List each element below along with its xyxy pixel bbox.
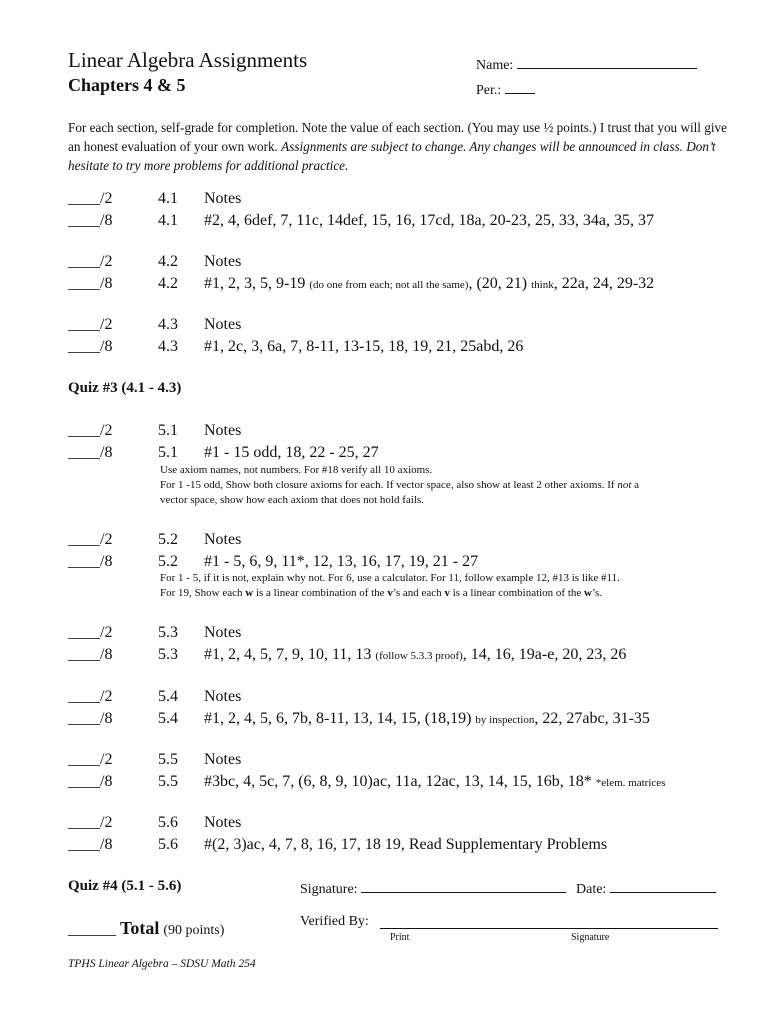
section-5-1-notes-row [0, 421, 770, 441]
score-blank[interactable]: ____/2 [68, 624, 113, 641]
section-number: 5.2 [158, 531, 178, 548]
section-number: 5.1 [158, 422, 178, 439]
homework-problems [204, 443, 379, 463]
section-4-2-notes-row [0, 252, 770, 272]
homework-problems [204, 274, 654, 295]
homework-problems [204, 709, 650, 730]
instructions-paragraph [68, 118, 728, 175]
homework-problems [204, 835, 607, 855]
total-label: Total [120, 918, 160, 938]
name-label: Name: [476, 58, 514, 73]
quiz-3-heading: Quiz #3 (4.1 - 4.3) [68, 380, 182, 396]
section-number: 4.3 [158, 316, 178, 333]
section-number: 5.3 [158, 646, 178, 663]
date-row[interactable] [576, 878, 716, 898]
quiz-4-heading: Quiz #4 (5.1 - 5.6) [68, 878, 182, 894]
problem-annotation: (follow 5.3.3 proof) [375, 650, 463, 662]
score-blank[interactable]: ____/8 [68, 212, 113, 229]
section-5-5-hw-row [0, 772, 770, 792]
section-4-1-hw-row [0, 211, 770, 231]
page-subtitle: Chapters 4 & 5 [68, 75, 186, 95]
score-blank[interactable]: ____/2 [68, 422, 113, 439]
print-caption: Print [390, 932, 410, 943]
score-blank[interactable]: ____/2 [68, 316, 113, 333]
section-number: 5.5 [158, 773, 178, 790]
notes-label: Notes [204, 624, 242, 641]
section-5-2-note-2: For 19, Show each w is a linear combination of the v’s and each v is a linear combination of the w’s. [160, 587, 603, 599]
section-5-1-hw-row [0, 443, 770, 463]
section-5-2-note-1: For 1 - 5, if it is not, explain why not. For 6, use a calculator. For 11, follow example 12, #13 is like #11. [160, 572, 620, 584]
notes-label: Notes [204, 190, 242, 207]
score-blank[interactable]: ____/2 [68, 814, 113, 831]
section-5-3-notes-row [0, 623, 770, 643]
problem-list: , 14, 16, 19a-e, 20, 23, 26 [462, 646, 627, 663]
problem-annotation: *elem. matrices [595, 777, 666, 789]
homework-problems [204, 645, 626, 666]
section-5-6-notes-row [0, 813, 770, 833]
notes-label: Notes [204, 751, 242, 768]
section-number: 4.2 [158, 253, 178, 270]
section-number: 5.3 [158, 624, 178, 641]
section-number: 4.1 [158, 190, 178, 207]
verified-by-blank[interactable] [380, 928, 718, 929]
score-blank[interactable]: ____/8 [68, 444, 113, 461]
homework-problems [204, 552, 478, 572]
score-blank[interactable]: ____/2 [68, 190, 113, 207]
section-5-4-notes-row [0, 687, 770, 707]
section-5-2-notes-row [0, 530, 770, 550]
section-5-6-hw-row [0, 835, 770, 855]
score-blank[interactable]: ____/2 [68, 253, 113, 270]
date-blank[interactable] [610, 878, 716, 893]
instructions-text: For each section, self-grade for completion. Note the value of each section. (You may use ½ points.) I trust that you will give an honest evaluation of your own work. [68, 120, 727, 154]
section-number: 5.5 [158, 751, 178, 768]
total-row [68, 918, 224, 939]
notes-label: Notes [204, 316, 242, 333]
signature-label: Signature: [300, 882, 358, 897]
problem-annotation: (do one from each; not all the same) [309, 279, 469, 291]
notes-label: Notes [204, 688, 242, 705]
signature-row[interactable] [300, 878, 566, 898]
verified-by-label: Verified By: [300, 914, 369, 929]
problem-annotation: by inspection [475, 714, 535, 726]
score-blank[interactable]: ____/8 [68, 553, 113, 570]
notes-label: Notes [204, 814, 242, 831]
problem-list: #(2, 3)ac, 4, 7, 8, 16, 17, 18 19, Read Supplementary Problems [204, 836, 608, 853]
page-title: Linear Algebra Assignments [68, 48, 308, 72]
score-blank[interactable]: ____/2 [68, 751, 113, 768]
section-number: 5.1 [158, 444, 178, 461]
section-5-1-note-3: vector space, show how each axiom that does not hold fails. [160, 494, 424, 506]
section-4-1-notes-row [0, 189, 770, 209]
problem-list: #1 - 5, 6, 9, 11*, 12, 13, 16, 17, 19, 21 - 27 [204, 553, 479, 570]
problem-list: #3bc, 4, 5c, 7, (6, 8, 9, 10)ac, 11a, 12ac, 13, 14, 15, 16b, 18* [204, 773, 596, 790]
problem-list: #1, 2, 4, 5, 7, 9, 10, 11, 13 [204, 646, 376, 663]
score-blank[interactable]: ____/8 [68, 338, 113, 355]
section-number: 5.6 [158, 836, 178, 853]
section-5-3-hw-row [0, 645, 770, 665]
section-number: 4.3 [158, 338, 178, 355]
section-5-2-hw-row [0, 552, 770, 572]
problem-list: #1, 2, 4, 5, 6, 7b, 8-11, 13, 14, 15, (18,19) [204, 710, 476, 727]
score-blank[interactable]: ____/8 [68, 836, 113, 853]
score-blank[interactable]: ____/8 [68, 646, 113, 663]
homework-problems [204, 211, 654, 231]
section-number: 5.4 [158, 688, 178, 705]
signature-caption: Signature [571, 932, 610, 943]
section-4-2-hw-row [0, 274, 770, 294]
problem-list: , 22a, 24, 29-32 [553, 275, 655, 292]
score-blank[interactable]: ____/8 [68, 710, 113, 727]
section-number: 4.1 [158, 212, 178, 229]
homework-problems [204, 337, 523, 357]
score-blank[interactable]: ____/8 [68, 275, 113, 292]
notes-label: Notes [204, 422, 242, 439]
period-label: Per.: [476, 83, 502, 98]
period-field-row[interactable] [476, 79, 535, 99]
notes-label: Notes [204, 531, 242, 548]
section-number: 4.2 [158, 275, 178, 292]
section-number: 5.2 [158, 553, 178, 570]
section-5-1-note-2: For 1 -15 odd, Show both closure axioms for each. If vector space, also show at least 2 other axioms. If not a [160, 479, 640, 491]
total-points: (90 points) [163, 923, 225, 938]
score-blank[interactable]: ____/2 [68, 531, 113, 548]
date-label: Date: [576, 882, 607, 897]
total-blank[interactable]: ______ [68, 921, 116, 938]
section-5-4-hw-row [0, 709, 770, 729]
score-blank[interactable]: ____/2 [68, 688, 113, 705]
section-5-5-notes-row [0, 750, 770, 770]
section-5-1-note-1: Use axiom names, not numbers. For #18 verify all 10 axioms. [160, 464, 433, 476]
name-blank[interactable] [517, 54, 697, 69]
footer: TPHS Linear Algebra – SDSU Math 254 [68, 958, 256, 970]
signature-blank[interactable] [361, 878, 566, 893]
name-field-row[interactable] [476, 54, 697, 74]
problem-list: , 22, 27abc, 31-35 [534, 710, 650, 727]
problem-annotation: think [531, 279, 554, 291]
section-number: 5.4 [158, 710, 178, 727]
problem-list: #2, 4, 6def, 7, 11c, 14def, 15, 16, 17cd, 18a, 20-23, 25, 33, 34a, 35, 37 [204, 212, 654, 229]
notes-label: Notes [204, 253, 242, 270]
section-4-3-notes-row [0, 315, 770, 335]
problem-list: #1 - 15 odd, 18, 22 - 25, 27 [204, 444, 379, 461]
problem-list: , (20, 21) [468, 275, 532, 292]
problem-list: #1, 2, 3, 5, 9-19 [204, 275, 310, 292]
instructions-italic: Assignments are subject to change. Any changes will be announced in class. Don’t hesitate to try more problems for additional practice. [68, 139, 716, 173]
problem-list: #1, 2c, 3, 6a, 7, 8-11, 13-15, 18, 19, 21, 25abd, 26 [204, 338, 524, 355]
period-blank[interactable] [505, 79, 535, 94]
section-4-3-hw-row [0, 337, 770, 357]
section-number: 5.6 [158, 814, 178, 831]
homework-problems [204, 772, 665, 793]
score-blank[interactable]: ____/8 [68, 773, 113, 790]
